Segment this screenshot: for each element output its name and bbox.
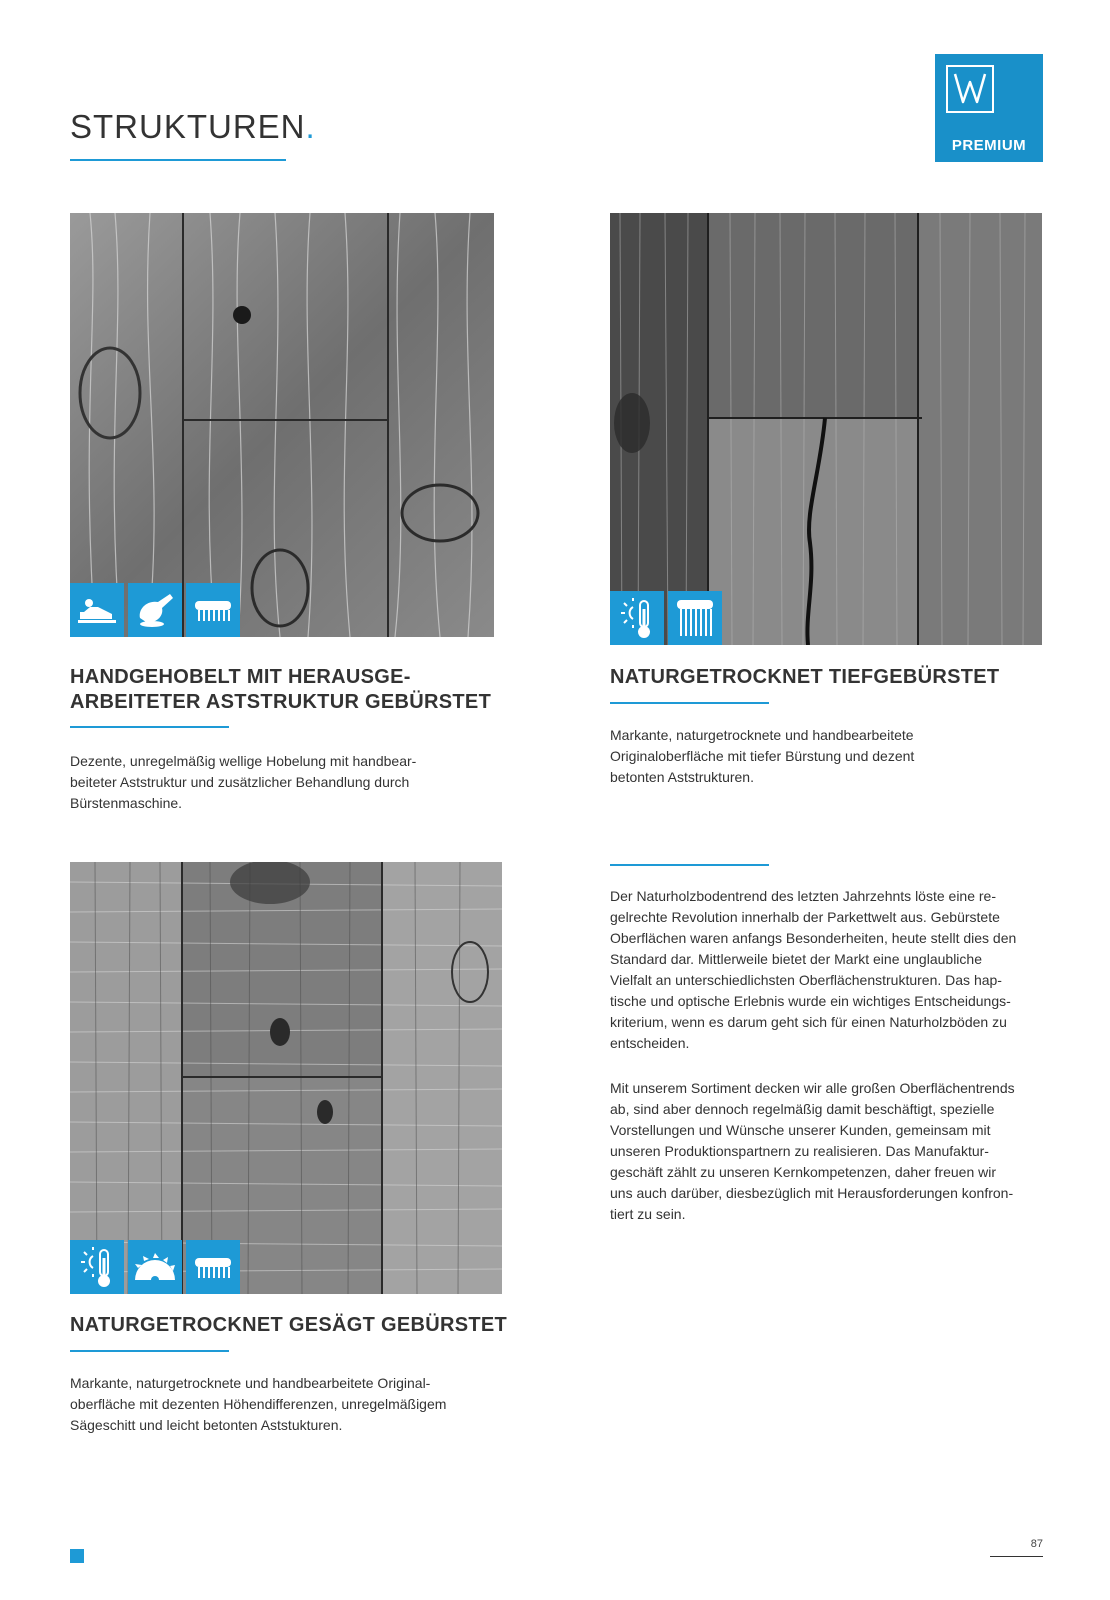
brush-icon — [186, 583, 240, 637]
feature-icons — [610, 591, 722, 645]
hand-plane-icon — [70, 583, 124, 637]
product-title-handgehobelt: HANDGEHOBELT MIT HERAUSGE- ARBEITETER ASTSTRUKTUR GEBÜRSTET — [70, 666, 492, 713]
feature-icons — [70, 1240, 240, 1294]
product-rule-tiefgebuerstet — [610, 702, 769, 704]
intro-paragraph-2: Mit unserem Sortiment decken wir alle großen Oberflächentrends ab, sind aber dennoch regelmäßig damit beschäftigt, spezielle Vorstellungen und Wünsche unserer Kunden, gemeinsam mit unseren Produktionspartnern zu realisieren. Das Manufaktur- geschäft zählt zu unseren Kernkompetenzen, daher freuen wir uns auch darüber, diesbezüglich mit Herausforderungen konfron- tiert zu sein. — [610, 1080, 1015, 1222]
product-description-gesaegt: Markante, naturgetrocknete und handbearbeitete Original- oberfläche mit dezenten Höhendifferenzen, unregelmäßigem Sägeschitt und leicht betonten Aststukturen. — [70, 1375, 447, 1433]
saw-blade-icon — [128, 1240, 182, 1294]
logo-label: PREMIUM — [951, 137, 1027, 154]
product-title-gesaegt: NATURGETROCKNET GESÄGT GEBÜRSTET — [70, 1314, 508, 1336]
product-photo-gesaegt — [70, 862, 502, 1294]
product-rule-gesaegt — [70, 1350, 229, 1352]
hand-tool-icon — [128, 583, 182, 637]
sun-thermometer-icon — [610, 591, 664, 645]
product-photo-handgehobelt — [70, 213, 494, 637]
title-underline — [70, 159, 286, 161]
footer-accent-square — [70, 1549, 84, 1563]
brush-icon — [186, 1240, 240, 1294]
brush-icon — [668, 591, 722, 645]
page-number-rule — [990, 1556, 1043, 1557]
sun-thermometer-icon — [70, 1240, 124, 1294]
logo-w-mark — [935, 54, 1043, 134]
intro-paragraph-1: Der Naturholzbodentrend des letzten Jahrzehnts löste eine re- gelrechte Revolution innerhalb der Parkettwelt aus. Gebürstete Oberflächen waren anfangs Besonderheiten, heute stellt dies den Standard dar. Mittlerweile bietet der Markt eine unglaubliche Vielfalt an unterschiedlichsten Oberflächenstrukturen. Das hap- tische und optische Erlebnis wurde ein wichtiges Entscheidungs- kriterium, wenn es darum geht sich für einen Naturholzböden zu entscheiden. — [610, 888, 1017, 1051]
product-photo-tiefgebuerstet — [610, 213, 1042, 645]
page-number: 87 — [1030, 1538, 1043, 1550]
page-title: STRUKTUREN. — [70, 108, 316, 145]
product-description-handgehobelt: Dezente, unregelmäßig wellige Hobelung mit handbear- beiteter Aststruktur und zusätzlicher Behandlung durch Bürstenmaschine. — [70, 753, 417, 811]
intro-rule — [610, 864, 769, 866]
brand-logo — [935, 54, 1043, 162]
title-accent-dot: . — [305, 108, 316, 145]
product-rule-handgehobelt — [70, 726, 229, 728]
product-title-tiefgebuerstet: NATURGETROCKNET TIEFGEBÜRSTET — [610, 666, 1000, 688]
feature-icons — [70, 583, 240, 637]
product-description-tiefgebuerstet: Markante, naturgetrocknete und handbearbeitete Originaloberfläche mit tiefer Bürstung und dezent betonten Aststrukturen. — [610, 727, 915, 785]
